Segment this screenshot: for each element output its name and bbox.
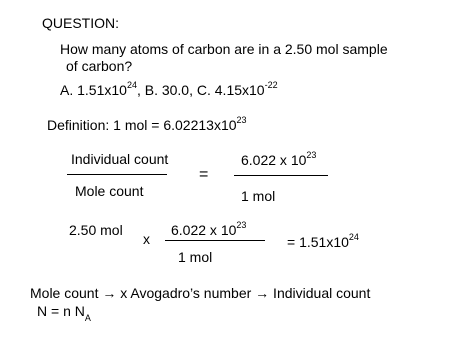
calc-given-quantity: 2.50 mol — [69, 222, 123, 238]
calc-fraction-bar — [165, 240, 265, 241]
summary-formula — [37, 303, 91, 323]
calc-factor-numerator-exponent: 23 — [236, 220, 247, 231]
calc-multiply-sign: x — [143, 231, 150, 247]
ratio-right-numerator — [241, 150, 317, 168]
calc-factor-numerator — [171, 220, 247, 238]
option-a-base: A. 1.51x10 — [60, 82, 127, 98]
ratio-right-fraction-bar — [234, 175, 328, 176]
option-c-exponent: -22 — [264, 80, 278, 91]
calc-factor-denominator: 1 mol — [178, 249, 213, 265]
definition-exponent: 23 — [236, 115, 247, 126]
ratio-left-numerator: Individual count — [71, 151, 169, 167]
calc-result-exponent: 24 — [348, 232, 359, 243]
summary-mole-count: Mole count — [30, 285, 103, 301]
answer-options — [60, 80, 278, 98]
ratio-left-fraction-bar — [67, 174, 167, 175]
ratio-equals-sign: = — [199, 166, 209, 183]
ratio-left-denominator: Mole count — [75, 183, 144, 199]
ratio-right-denominator: 1 mol — [241, 188, 276, 204]
right-arrow-icon: → — [102, 285, 117, 301]
summary-individual-count: Individual count — [269, 285, 371, 301]
question-heading: QUESTION: — [42, 15, 120, 31]
summary-avogadro: x Avogadro’s number — [116, 285, 256, 301]
ratio-right-numerator-base: 6.022 x 10 — [241, 152, 307, 168]
option-a-exponent: 24 — [126, 80, 137, 91]
calc-result-base: = 1.51x10 — [287, 234, 349, 250]
ratio-right-numerator-exponent: 23 — [306, 150, 317, 161]
summary-relationship — [30, 286, 370, 300]
definition-label: Definition: 1 mol = 6.02213x10 — [47, 117, 237, 133]
calc-result — [287, 232, 359, 250]
question-text-line1: How many atoms of carbon are in a 2.50 mol sample — [60, 41, 388, 57]
question-text-line2: of carbon? — [66, 58, 133, 74]
calc-factor-numerator-base: 6.022 x 10 — [171, 222, 237, 238]
option-b-and-c-base: , B. 30.0, C. 4.15x10 — [136, 82, 265, 98]
right-arrow-icon: → — [255, 285, 270, 301]
summary-formula-base: N = n N — [37, 303, 85, 319]
summary-formula-subscript: A — [84, 312, 91, 323]
definition-line — [47, 115, 247, 133]
